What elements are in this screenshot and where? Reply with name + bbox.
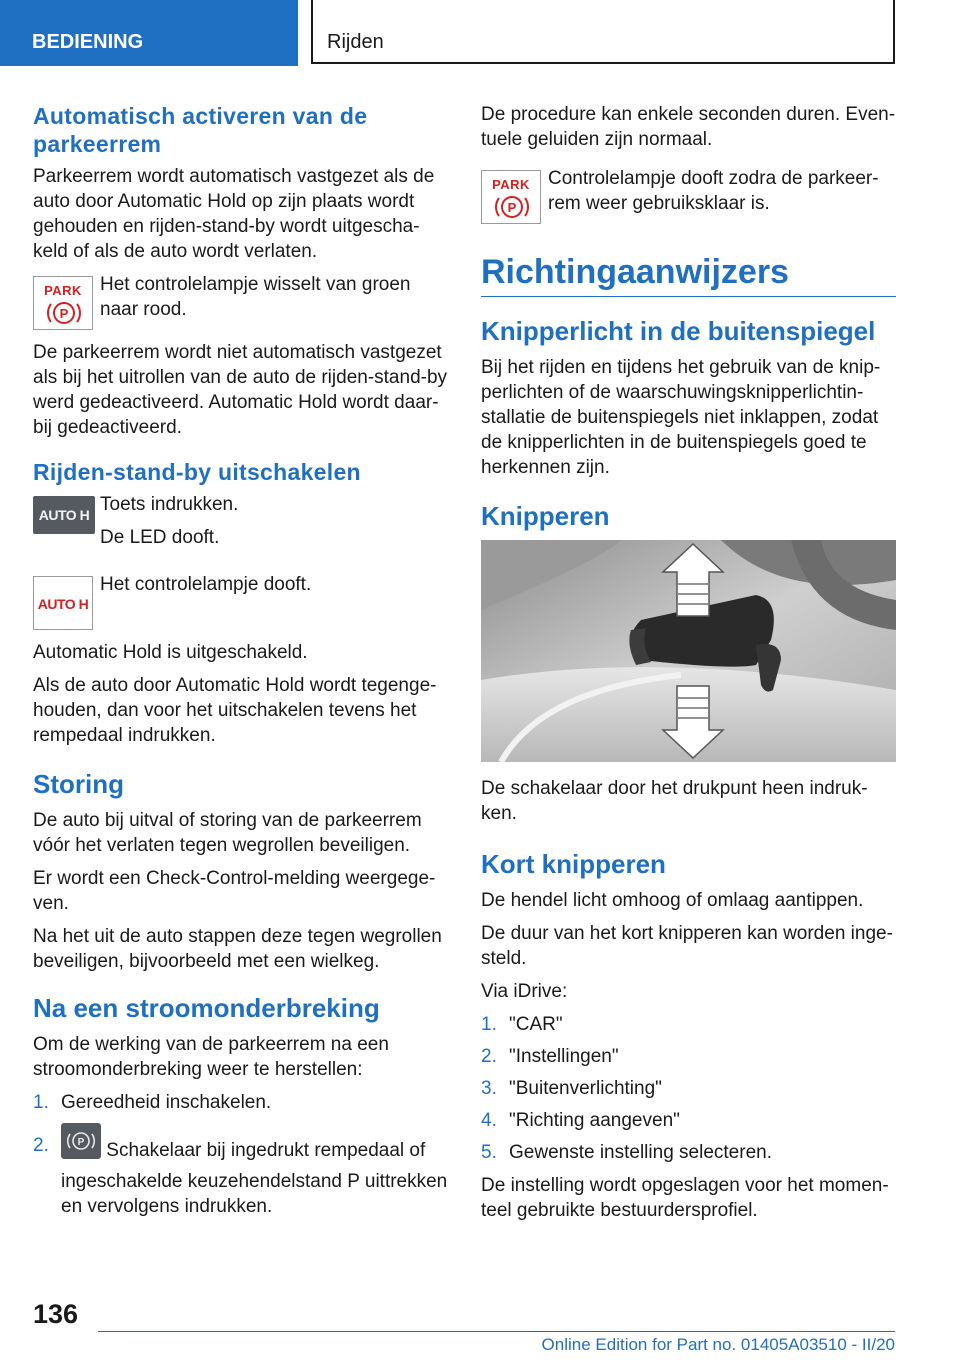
paragraph: De procedure kan enkele seconden duren. Eventuele geluiden zijn normaal. [481,104,896,150]
heading-standby-off: Rijden-stand-by uitschakelen [33,459,361,485]
instruction-text: Toets indrukken. [100,494,239,515]
list-item: 3. "Buitenverlichting" [481,1078,662,1099]
indicator-note [33,572,448,630]
park-brake-indicator-icon: PARK P [481,170,541,224]
paragraph: De schakelaar door het drukpunt heen indrukken. [481,778,868,824]
indicator-text: Het controlelampje dooft. [100,574,312,595]
list-item: 2. "Instellingen" [481,1046,619,1067]
heading-mirror-indicator: Knipperlicht in de buitenspiegel [481,316,876,346]
heading-power-interruption: Na een stroomonderbreking [33,993,380,1023]
left-column [33,102,448,1227]
auto-hold-button-icon: AUTO H [33,496,95,534]
button-note [33,492,448,558]
page-number: 136 [33,1299,79,1329]
section-tab: BEDIENING [0,0,298,66]
edition-note: Online Edition for Part no. 01405A03510 - II/20 [541,1335,895,1354]
paragraph: De auto bij uitval of storing van de parkeerrem vóór het verlaten tegen wegrollen beveiligen. [33,810,422,856]
page-header [0,0,960,66]
svg-text:P: P [59,306,69,321]
svg-text:P: P [507,200,517,215]
indicator-note [481,166,896,224]
heading-kort-knipperen: Kort knipperen [481,849,666,879]
paragraph: Automatic Hold is uitgeschakeld. [33,642,308,663]
paragraph: Als de auto door Automatic Hold wordt tegengehouden, dan voor het uitschakelen tevens het rempedaal indrukken. [33,675,437,746]
paragraph: Na het uit de auto stappen deze tegen wegrollen beveiligen, bijvoorbeeld met een wielkeg. [33,926,442,972]
paragraph: De instelling wordt opgeslagen voor het momenteel gebruikte bestuurdersprofiel. [481,1175,889,1221]
list-item: 1. Gereedheid inschakelen. [33,1092,272,1113]
heading-auto-activate: Automatisch activeren van de parkeerrem [33,103,368,157]
turn-signal-lever-illustration [481,540,896,762]
footer-divider [98,1331,895,1332]
parking-brake-switch-icon [61,1123,101,1159]
paragraph: Parkeerrem wordt automatisch vastgezet als de auto door Automatic Hold op zijn plaats wordt gehouden en rijden-stand-by wordt uitgeschakeld of als de auto wordt verlaten. [33,166,435,262]
steps-list [33,1090,448,1219]
paragraph: Er wordt een Check-Control-melding weergegeven. [33,868,436,914]
paragraph: De parkeerrem wordt niet automatisch vastgezet als bij het uitrollen van de auto de rijden-stand-by werd gedeactiveerd. Automatic Hold wordt daarbij gedeactiveerd. [33,342,448,438]
svg-text:P: P [77,1137,85,1148]
paragraph: Bij het rijden en tijdens het gebruik van de knipperlichten of de waarschuwingsknipperlichtinstallatie de buitenspiegels niet inklappen, zodat de knipperlichten in de buitenspiegels goed te herkennen zijn. [481,357,881,478]
list-item: 4. "Richting aangeven" [481,1110,680,1131]
instruction-text: De LED dooft. [100,527,220,548]
indicator-text: Controlelampje dooft zodra de parkeerrem weer gebruiksklaar is. [548,168,879,214]
heading-storing: Storing [33,769,124,799]
page-footer [0,1295,960,1362]
paragraph: De duur van het kort knipperen kan worden ingesteld. [481,923,893,969]
indicator-text: Het controlelampje wisselt van groen naar rood. [100,274,411,320]
right-column [481,102,896,1231]
list-item: 5. Gewenste instelling selecteren. [481,1142,772,1163]
heading-knipperen: Knipperen [481,501,610,531]
paragraph: Via iDrive: [481,981,568,1002]
idrive-steps-list [481,1012,896,1165]
paragraph: De hendel licht omhoog of omlaag aantippen. [481,890,864,911]
paragraph: Om de werking van de parkeerrem na een stroomonderbreking weer te herstellen: [33,1034,389,1080]
park-brake-indicator-icon: PARK P [33,276,93,330]
chapter-heading-turn-signals: Richtingaanwijzers [481,250,896,297]
auto-hold-indicator-icon: AUTO H [33,576,93,630]
list-item: 1. "CAR" [481,1014,563,1035]
list-item: 2. P Schakelaar bij ingedrukt rempedaal of ingeschakelde keuzehendelstand P uittrekken en vervolgens indrukken. [33,1133,448,1219]
indicator-note [33,272,448,330]
chapter-tab: Rijden [311,0,895,64]
